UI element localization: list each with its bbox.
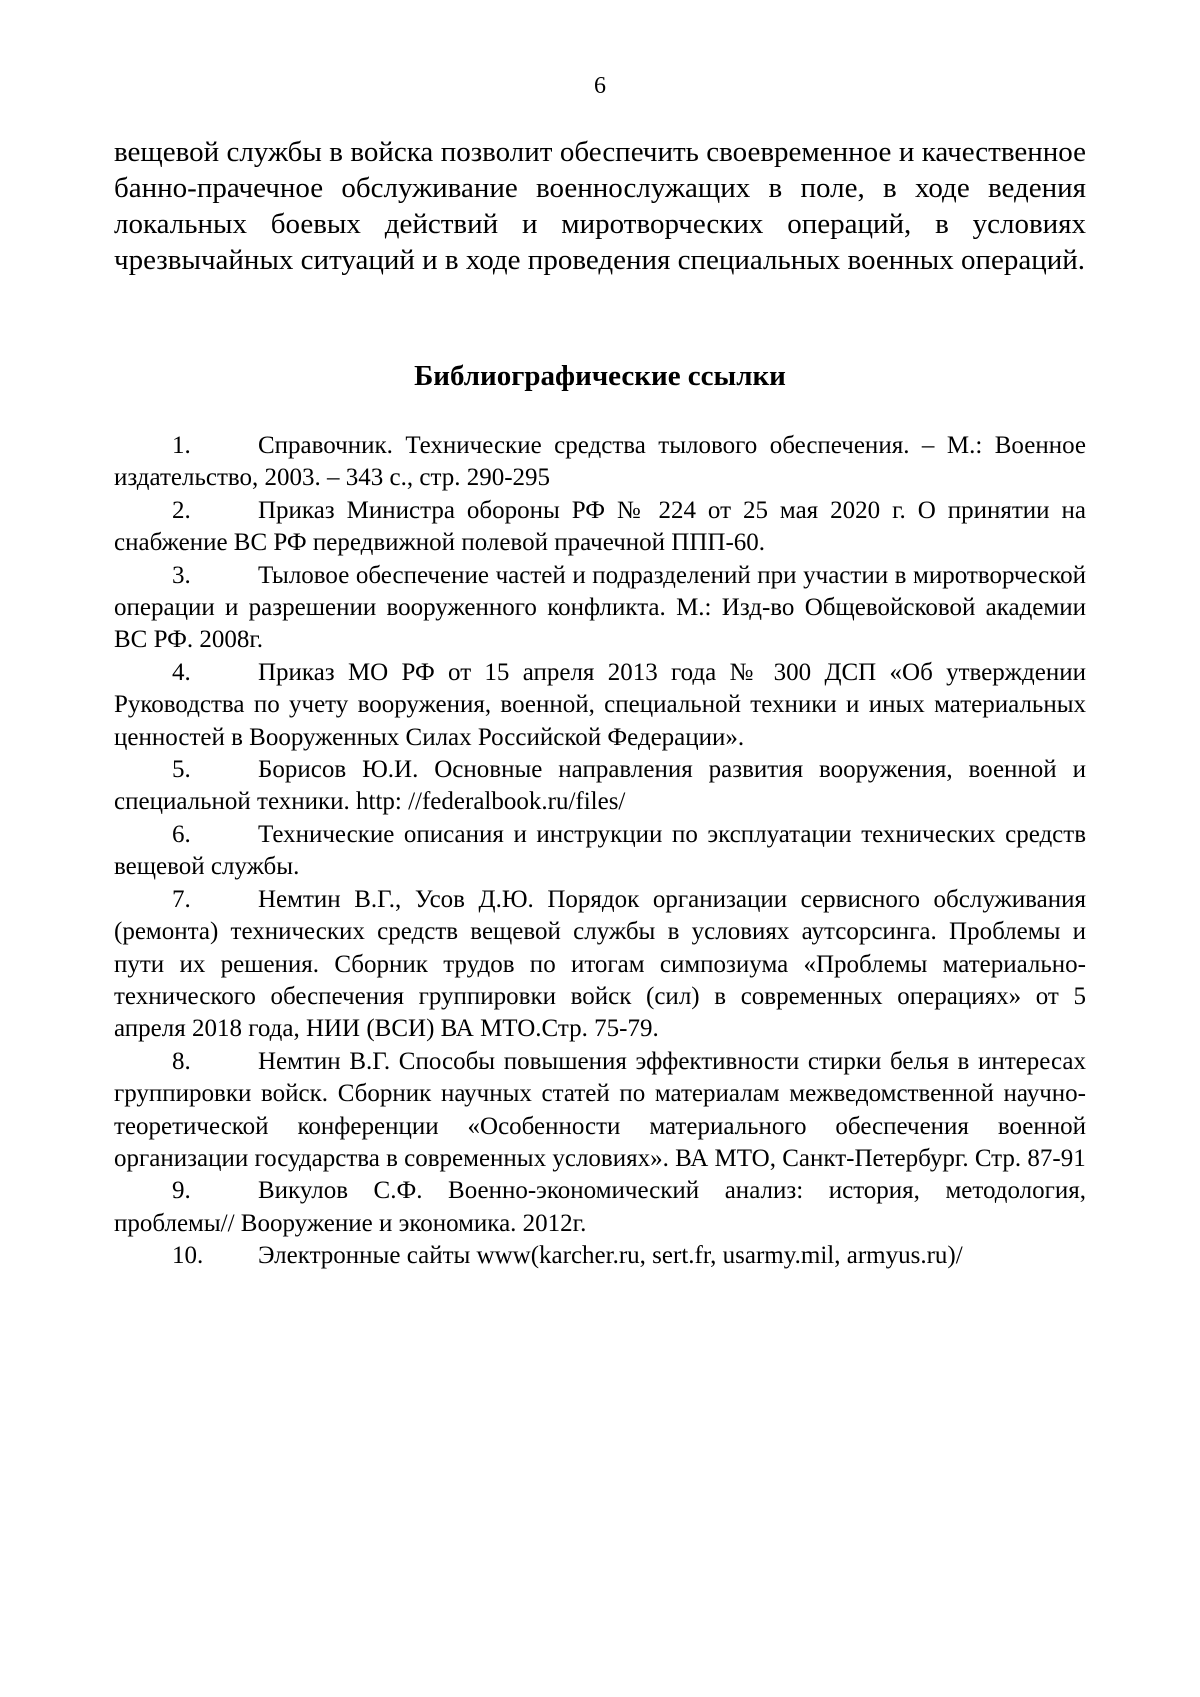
bibliography-item-text: Тыловое обеспечение частей и подразделений при участии в миротворческой операции и разрешении вооруженного конфликта. М.: Изд-во Общевойсковой академии ВС РФ. 2008г. [114,561,1086,654]
bibliography-list [114,430,1086,1273]
bibliography-item-number: 7. [172,885,191,913]
bibliography-item [114,819,1086,884]
bibliography-item [114,560,1086,657]
bibliography-title: Библиографические ссылки [414,360,786,392]
bibliography-item-text: Викулов С.Ф. Военно-экономический анализ: история, методология, проблемы// Вооружение и экономика. 2012г. [114,1177,1086,1237]
bibliography-item [114,1175,1086,1240]
bibliography-item-text: Технические описания и инструкции по эксплуатации технических средств вещевой службы. [114,820,1086,881]
bibliography-item-text: Приказ МО РФ от 15 апреля 2013 года № 300 ДСП «Об утверждении Руководства по учету вооружения, военной, специальной техники и иных материальных ценностей в Вооруженных Силах Российской Федерации». [114,658,1086,751]
bibliography-item-number: 2. [172,496,191,524]
bibliography-item [114,657,1086,754]
bibliography-item [114,495,1086,560]
bibliography-item-text: Немтин В.Г. Способы повышения эффективности стирки белья в интересах группировки войск. Сборник научных статей по материалам межведомственной научно-теоретической конференции «Особенности материального обеспечения военной организации государства в современных условиях». ВА МТО, Санкт-Петербург. Стр. 87-91 [114,1047,1086,1172]
bibliography-item-number: 5. [172,756,191,784]
body-paragraph: вещевой службы в войска позволит обеспечить своевременное и качественное банно-прачечное обслуживание военнослужащих в поле, в ходе ведения локальных боевых действий и миротворческих операций, в условиях чрезвычайных ситуаций и в ходе проведения специальных военных операций. [114,136,1086,276]
bibliography-item-number: 4. [172,658,191,686]
bibliography-item-number: 1. [172,432,191,459]
bibliography-item-number: 9. [172,1177,191,1205]
bibliography-item [114,1046,1086,1176]
bibliography-item-text: Немтин В.Г., Усов Д.Ю. Порядок организации сервисного обслуживания (ремонта) технических средств вещевой службы в условиях аутсорсинга. Проблемы и пути их решения. Сборник трудов по итогам симпозиума «Проблемы материально-технического обеспечения группировки войск (сил) в современных операциях» от 5 апреля 2018 года, НИИ (ВСИ) ВА МТО.Стр. 75-79. [114,885,1086,1043]
bibliography-item-text: Приказ Министра обороны РФ № 224 от 25 мая 2020 г. О принятии на снабжение ВС РФ передвижной полевой прачечной ППП-60. [114,496,1086,557]
bibliography-item [114,884,1086,1046]
bibliography-item-text: Борисов Ю.И. Основные направления развития вооружения, военной и специальной техники. http: //federalbook.ru/files/ [114,756,1086,816]
bibliography-item-text: Электронные сайты www(karcher.ru, sert.fr, usarmy.mil, armyus.ru)/ [258,1242,963,1270]
bibliography-item-text: Справочник. Технические средства тылового обеспечения. – М.: Военное издательство, 2003. – 343 с., стр. 290-295 [114,432,1086,492]
bibliography-item [114,1240,1086,1272]
bibliography-item-number: 8. [172,1047,191,1075]
bibliography-item [114,430,1086,495]
bibliography-item-number: 10. [172,1242,204,1270]
bibliography-item [114,754,1086,819]
page-number: 6 [594,73,606,99]
bibliography-item-number: 3. [172,561,191,589]
bibliography-item-number: 6. [172,820,191,848]
